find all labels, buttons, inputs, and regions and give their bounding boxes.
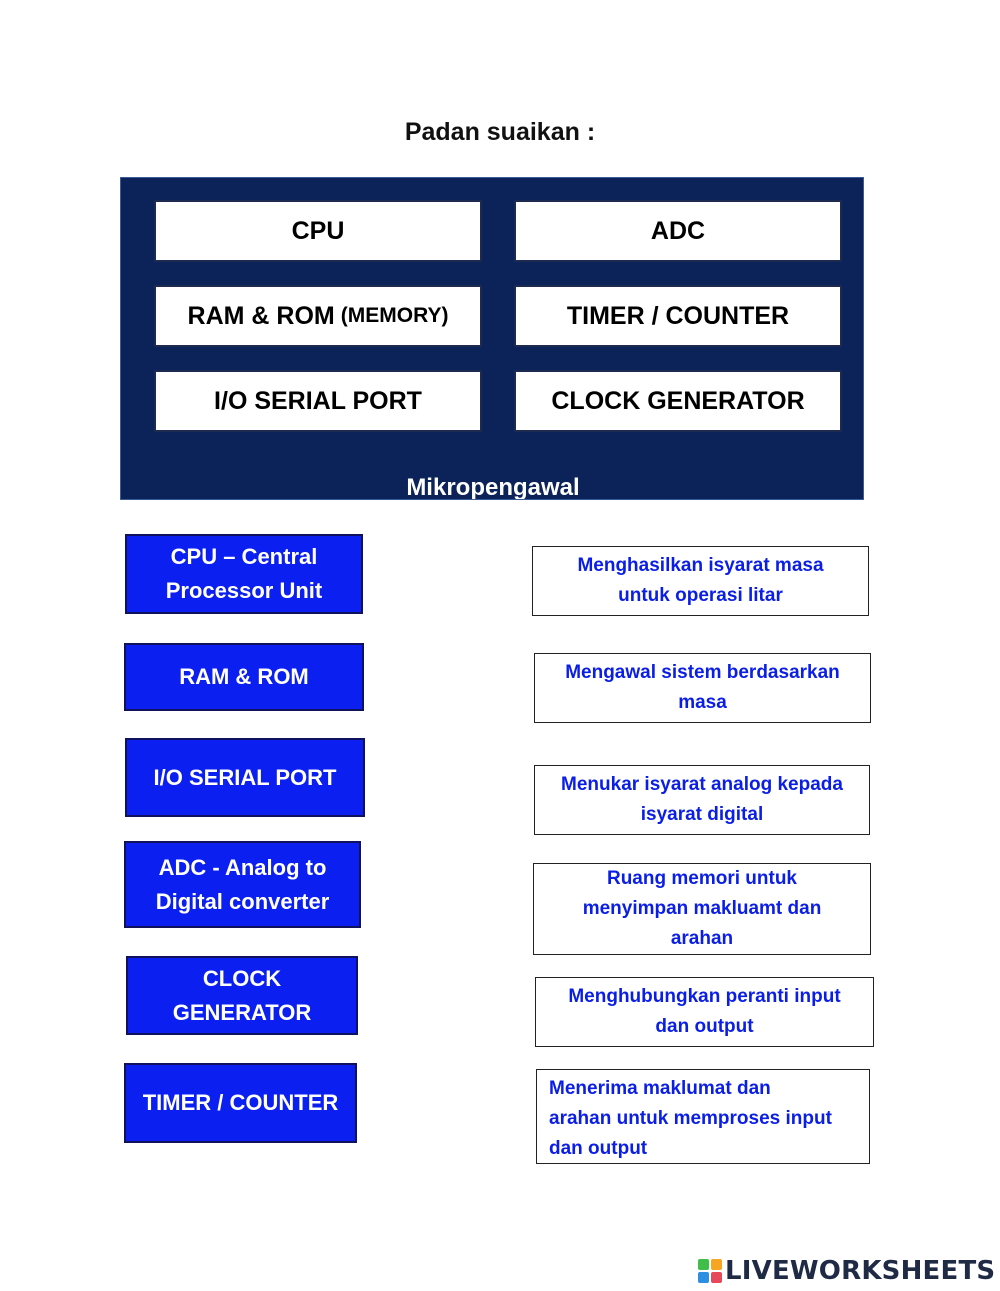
panel-label: Mikropengawal [406,474,580,500]
definition-box-6[interactable]: Menerima maklumat dan arahan untuk memproses input dan output [536,1069,870,1164]
definition-box-4[interactable]: Ruang memori untuk menyimpan makluamt dan arahan [533,863,871,955]
definition-box-3[interactable]: Menukar isyarat analog kepada isyarat digital [534,765,870,835]
memory-note: (MEMORY) [340,304,449,327]
component-io-serial-port: I/O SERIAL PORT [154,370,482,432]
page-title: Padan suaikan : [404,118,596,146]
component-timer-counter: TIMER / COUNTER [514,285,842,347]
liveworksheets-logo [698,1256,995,1286]
term-ram-rom[interactable]: RAM & ROM [124,643,364,711]
term-adc[interactable]: ADC - Analog to Digital converter [124,841,361,928]
definition-box-2[interactable]: Mengawal sistem berdasarkan masa [534,653,871,723]
liveworksheets-logo-icon [698,1259,722,1283]
definition-box-5[interactable]: Menghubungkan peranti input dan output [535,977,874,1047]
term-timer-counter[interactable]: TIMER / COUNTER [124,1063,357,1143]
component-clock-generator: CLOCK GENERATOR [514,370,842,432]
term-io-serial-port[interactable]: I/O SERIAL PORT [125,738,365,817]
definition-box-1[interactable]: Menghasilkan isyarat masa untuk operasi litar [532,546,869,616]
logo-text: LIVEWORKSHEETS [725,1256,996,1286]
component-cpu: CPU [154,200,482,262]
component-ram-rom: RAM & ROM (MEMORY) [154,285,482,347]
component-adc: ADC [514,200,842,262]
microcontroller-panel [120,177,864,500]
term-clock-generator[interactable]: CLOCK GENERATOR [126,956,358,1035]
term-cpu[interactable]: CPU – Central Processor Unit [125,534,363,614]
